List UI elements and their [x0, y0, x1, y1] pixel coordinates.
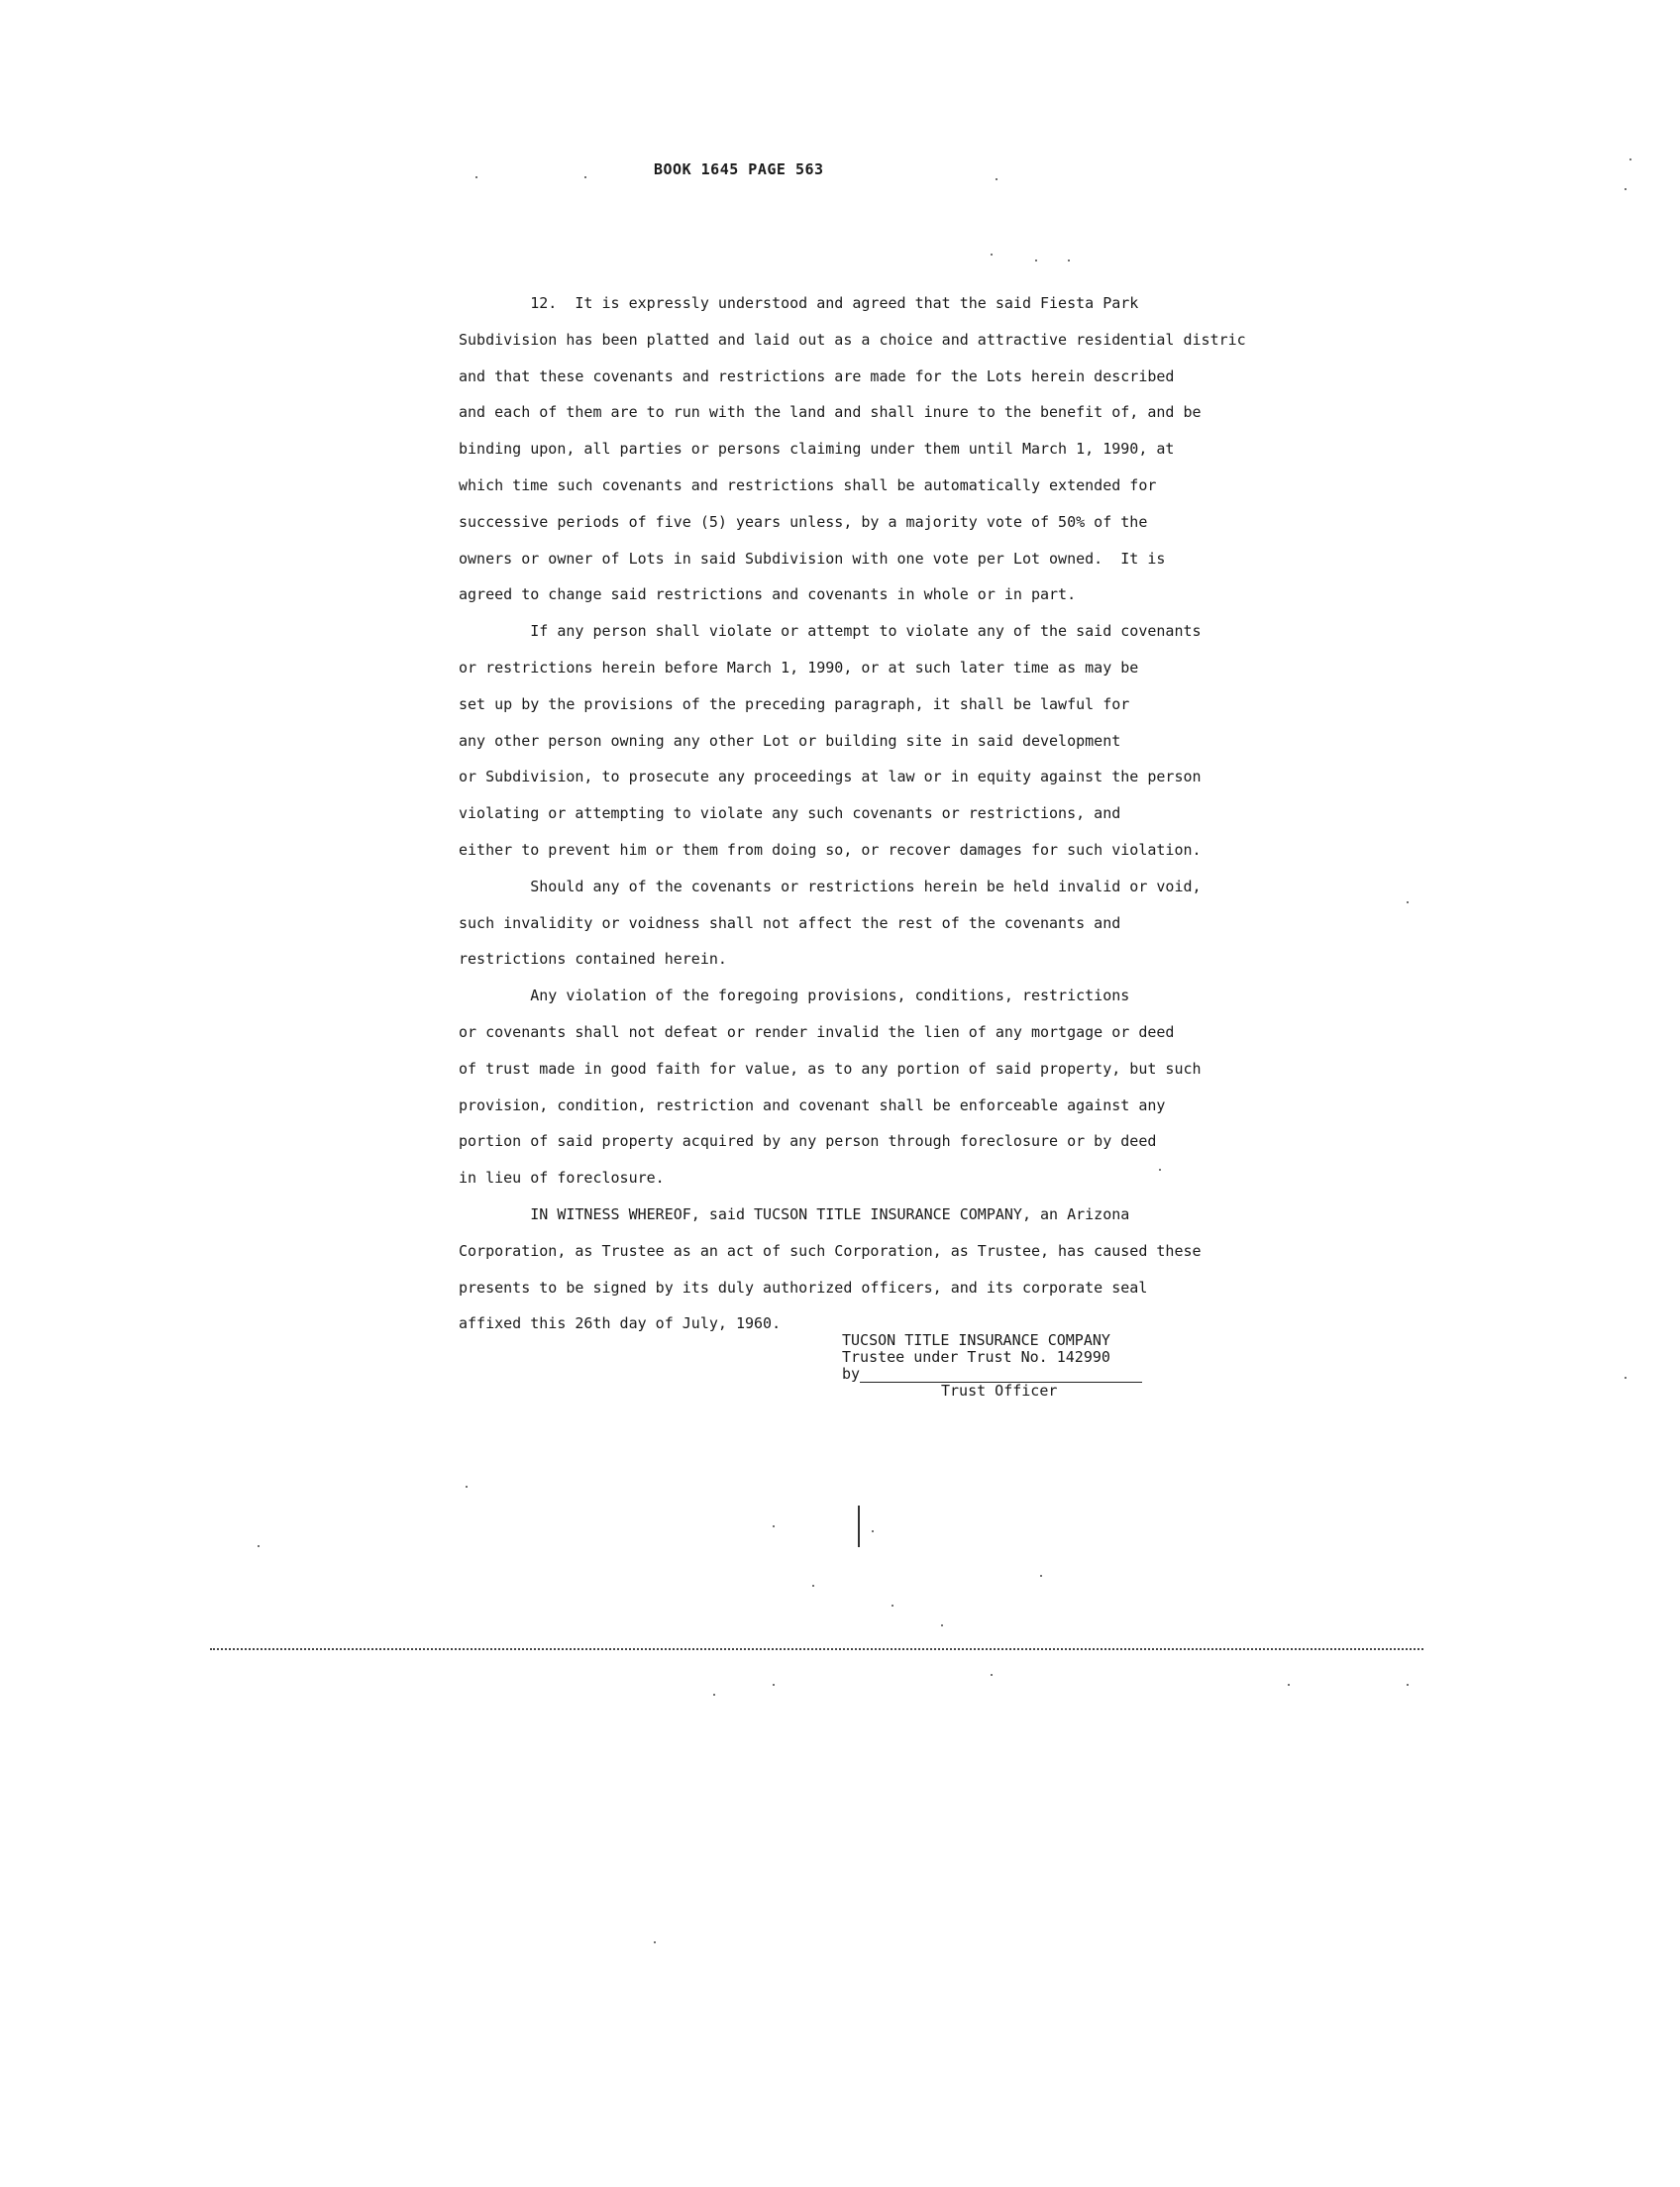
scan-speck — [1625, 188, 1627, 190]
scan-speck — [991, 254, 993, 256]
body-line: agreed to change said restrictions and covenants in whole or in part. — [459, 585, 1077, 604]
body-line: violating or attempting to violate any such covenants or restrictions, and — [459, 804, 1121, 823]
scan-speck — [1407, 901, 1409, 903]
body-line: binding upon, all parties or persons claiming under them until March 1, 1990, at — [459, 440, 1175, 459]
body-line: and each of them are to run with the land and shall inure to the benefit of, and be — [459, 403, 1202, 422]
scan-speck — [1068, 260, 1070, 261]
scan-speck — [713, 1694, 715, 1696]
body-line: Should any of the covenants or restrictions herein be held invalid or void, — [459, 877, 1202, 895]
scan-speck — [773, 1684, 775, 1686]
body-line: which time such covenants and restrictions shall be automatically extended for — [459, 475, 1157, 494]
scan-speck — [1625, 1377, 1627, 1379]
scan-speck — [1040, 1575, 1042, 1577]
body-line: or restrictions herein before March 1, 1990, or at such later time as may be — [459, 658, 1139, 677]
body-line: owners or owner of Lots in said Subdivision with one vote per Lot owned. It is — [459, 549, 1166, 568]
scan-speck — [996, 178, 998, 180]
scan-speck — [654, 1941, 656, 1943]
body-line: 12. It is expressly understood and agreed that the said Fiesta Park — [459, 294, 1139, 312]
signature-company: TUCSON TITLE INSURANCE COMPANY — [842, 1331, 1110, 1349]
signature-trust: Trustee under Trust No. 142990 — [842, 1348, 1110, 1366]
signature-by-label: by — [842, 1365, 861, 1383]
scan-speck — [872, 1530, 874, 1532]
scan-mark — [858, 1506, 860, 1547]
body-line: restrictions contained herein. — [459, 950, 727, 969]
scan-speck — [1407, 1684, 1409, 1686]
body-line: provision, condition, restriction and covenant shall be enforceable against any — [459, 1095, 1166, 1114]
scan-speck — [1629, 158, 1631, 160]
body-line: and that these covenants and restrictions are made for the Lots herein described — [459, 366, 1175, 385]
scan-speck — [1035, 260, 1037, 261]
body-line: affixed this 26th day of July, 1960. — [459, 1314, 782, 1333]
scan-speck — [812, 1585, 814, 1587]
scan-speck — [584, 176, 586, 178]
signature-by-line — [842, 1366, 1142, 1383]
book-page-header: BOOK 1645 PAGE 563 — [654, 160, 824, 178]
body-line: such invalidity or voidness shall not affect the rest of the covenants and — [459, 913, 1121, 932]
scan-speck — [258, 1545, 260, 1547]
body-line: Corporation, as Trustee as an act of such Corporation, as Trustee, has caused these — [459, 1241, 1202, 1260]
scan-speck — [941, 1624, 943, 1626]
body-line: set up by the provisions of the preceding paragraph, it shall be lawful for — [459, 694, 1130, 713]
body-line: or Subdivision, to prosecute any proceedings at law or in equity against the person — [459, 768, 1202, 786]
scan-speck — [991, 1674, 993, 1676]
body-line: either to prevent him or them from doing so, or recover damages for such violation. — [459, 840, 1202, 859]
document-body — [459, 285, 1568, 1342]
body-line: or covenants shall not defeat or render invalid the lien of any mortgage or deed — [459, 1022, 1175, 1041]
scan-speck — [1159, 1169, 1161, 1171]
signature-block — [842, 1332, 1142, 1400]
body-line: IN WITNESS WHEREOF, said TUCSON TITLE INSURANCE COMPANY, an Arizona — [459, 1204, 1130, 1223]
signature-title: Trust Officer — [941, 1382, 1058, 1400]
body-line: presents to be signed by its duly authorized officers, and its corporate seal — [459, 1278, 1148, 1297]
body-line: successive periods of five (5) years unless, by a majority vote of 50% of the — [459, 512, 1148, 531]
scan-speck — [1288, 1684, 1290, 1686]
scan-artifact-line — [210, 1648, 1423, 1650]
scan-speck — [466, 1486, 468, 1488]
scan-speck — [475, 176, 477, 178]
body-line: Subdivision has been platted and laid out as a choice and attractive residential distric — [459, 330, 1246, 349]
scan-speck — [892, 1605, 893, 1607]
body-line: If any person shall violate or attempt to violate any of the said covenants — [459, 622, 1202, 641]
body-line: of trust made in good faith for value, as to any portion of said property, but such — [459, 1059, 1202, 1078]
body-line: in lieu of foreclosure. — [459, 1169, 665, 1188]
body-line: portion of said property acquired by any person through foreclosure or by deed — [459, 1132, 1157, 1151]
body-line: any other person owning any other Lot or building site in said development — [459, 731, 1121, 750]
body-line: Any violation of the foregoing provisions, conditions, restrictions — [459, 987, 1130, 1005]
scan-speck — [773, 1525, 775, 1527]
